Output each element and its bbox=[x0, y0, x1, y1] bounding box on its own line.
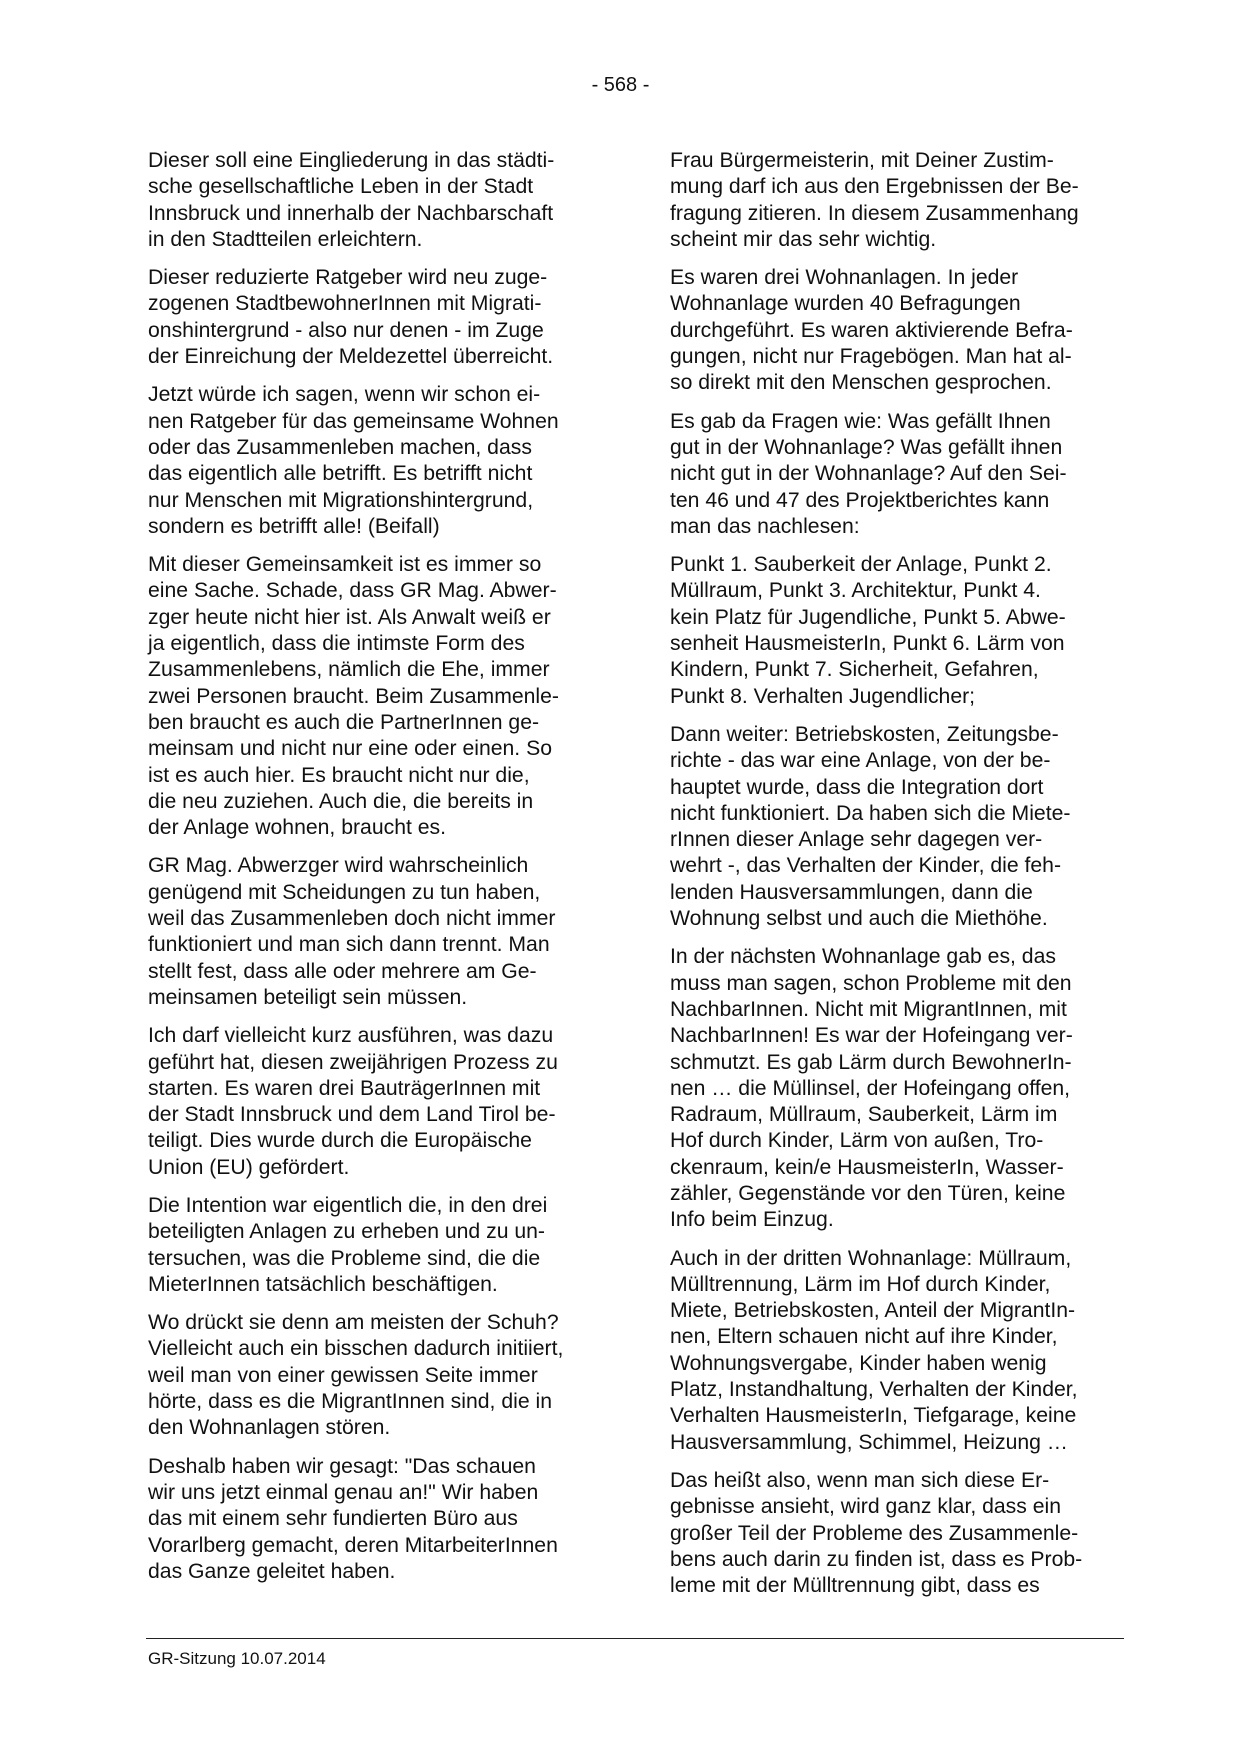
text-line: das Ganze geleitet haben. bbox=[148, 1559, 396, 1583]
text-line: Das heißt also, wenn man sich diese Er- bbox=[670, 1468, 1050, 1492]
text-line: lenden Hausversammlungen, dann die bbox=[670, 880, 1033, 904]
text-line: Dieser soll eine Eingliederung in das städti- bbox=[148, 149, 555, 172]
text-line: NachbarInnen! Es war der Hofeingang ver- bbox=[670, 1024, 1073, 1048]
text-line: Dieser reduzierte Ratgeber wird neu zuge- bbox=[148, 266, 548, 290]
text-line: ja eigentlich, dass die intimste Form des bbox=[148, 632, 525, 656]
text-line: Punkt 1. Sauberkeit der Anlage, Punkt 2. bbox=[670, 553, 1052, 577]
text-line: Mit dieser Gemeinsamkeit ist es immer so bbox=[148, 553, 542, 577]
text-line: Es waren drei Wohnanlagen. In jeder bbox=[670, 266, 1019, 290]
text-line: In der nächsten Wohnanlage gab es, das bbox=[670, 945, 1056, 969]
text-line: beteiligten Anlagen zu erheben und zu un- bbox=[148, 1220, 545, 1244]
text-line: Platz, Instandhaltung, Verhalten der Kinder, bbox=[670, 1378, 1078, 1402]
text-line: stellt fest, dass alle oder mehrere am Ge- bbox=[148, 959, 537, 983]
text-line: ist es auch hier. Es braucht nicht nur die, bbox=[148, 763, 530, 787]
text-line: bens auch darin zu finden ist, dass es Prob- bbox=[670, 1547, 1083, 1571]
text-line: weil man von einer gewissen Seite immer bbox=[148, 1363, 538, 1387]
text-line: ten 46 und 47 des Projektberichtes kann bbox=[670, 488, 1050, 512]
text-line: fragung zitieren. In diesem Zusammenhang bbox=[670, 201, 1079, 225]
text-line: nicht funktioniert. Da haben sich die Miete- bbox=[670, 801, 1071, 825]
text-line: onshintergrund - also nur denen - im Zuge bbox=[148, 318, 544, 342]
text-line: Deshalb haben wir gesagt: "Das schauen bbox=[148, 1454, 536, 1478]
text-line: eine Sache. Schade, dass GR Mag. Abwer- bbox=[148, 579, 557, 603]
paragraph bbox=[148, 552, 603, 841]
text-line: GR Mag. Abwerzger wird wahrscheinlich bbox=[148, 854, 529, 878]
paragraph bbox=[670, 944, 1125, 1233]
paragraph bbox=[670, 1468, 1125, 1599]
text-line: Auch in der dritten Wohnanlage: Müllraum, bbox=[670, 1246, 1072, 1270]
text-line: Radraum, Müllraum, Sauberkeit, Lärm im bbox=[670, 1103, 1058, 1127]
text-line: durchgeführt. Es waren aktivierende Befra- bbox=[670, 318, 1073, 342]
text-line: Info beim Einzug. bbox=[670, 1208, 834, 1232]
text-line: muss man sagen, schon Probleme mit den bbox=[670, 971, 1072, 995]
text-line: Kindern, Punkt 7. Sicherheit, Gefahren, bbox=[670, 658, 1039, 682]
text-line: Hausversammlung, Schimmel, Heizung … bbox=[670, 1430, 1068, 1454]
text-line: scheint mir das sehr wichtig. bbox=[670, 227, 937, 251]
text-line: Zusammenlebens, nämlich die Ehe, immer bbox=[148, 658, 550, 682]
text-line: teiligt. Dies wurde durch die Europäische bbox=[148, 1129, 532, 1153]
paragraph bbox=[670, 1246, 1125, 1456]
paragraph bbox=[670, 552, 1125, 710]
text-line: nur Menschen mit Migrationshintergrund, bbox=[148, 488, 534, 512]
text-line: meinsamen beteiligt sein müssen. bbox=[148, 985, 468, 1009]
text-line: in den Stadtteilen erleichtern. bbox=[148, 227, 423, 251]
text-line: gut in der Wohnanlage? Was gefällt ihnen bbox=[670, 435, 1063, 459]
text-line: sche gesellschaftliche Leben in der Stadt bbox=[148, 175, 534, 199]
text-line: so direkt mit den Menschen gesprochen. bbox=[670, 371, 1052, 395]
text-line: sondern es betrifft alle! (Beifall) bbox=[148, 514, 440, 538]
text-line: zwei Personen braucht. Beim Zusammenle- bbox=[148, 684, 559, 708]
text-line: NachbarInnen. Nicht mit MigrantInnen, mit bbox=[670, 997, 1067, 1021]
text-line: das mit einem sehr fundierten Büro aus bbox=[148, 1507, 518, 1531]
text-line: hauptet wurde, dass die Integration dort bbox=[670, 775, 1044, 799]
text-line: zogenen StadtbewohnerInnen mit Migrati- bbox=[148, 292, 542, 316]
text-line: hörte, dass es die MigrantInnen sind, die in bbox=[148, 1390, 552, 1414]
text-line: Jetzt würde ich sagen, wenn wir schon ei- bbox=[148, 383, 541, 407]
text-line: Punkt 8. Verhalten Jugendlicher; bbox=[670, 684, 976, 708]
text-line: man das nachlesen: bbox=[670, 514, 860, 538]
left-column bbox=[148, 148, 603, 1597]
text-line: Frau Bürgermeisterin, mit Deiner Zustim- bbox=[670, 149, 1054, 172]
text-line: Ich darf vielleicht kurz ausführen, was dazu bbox=[148, 1024, 554, 1048]
text-line: Innsbruck und innerhalb der Nachbarschaft bbox=[148, 201, 554, 225]
text-line: gebnisse ansieht, wird ganz klar, dass ein bbox=[670, 1495, 1062, 1519]
text-line: nen … die Müllinsel, der Hofeingang offen, bbox=[670, 1076, 1071, 1100]
paragraph bbox=[670, 148, 1125, 253]
paragraph bbox=[148, 1023, 603, 1181]
paragraph bbox=[148, 148, 603, 253]
paragraph bbox=[670, 722, 1125, 932]
text-line: zger heute nicht hier ist. Als Anwalt weiß er bbox=[148, 605, 551, 629]
text-line: leme mit der Mülltrennung gibt, dass es bbox=[670, 1574, 1040, 1598]
text-line: den Wohnanlagen stören. bbox=[148, 1416, 391, 1440]
text-line: senheit HausmeisterIn, Punkt 6. Lärm von bbox=[670, 632, 1065, 656]
text-line: ckenraum, kein/e HausmeisterIn, Wasser- bbox=[670, 1155, 1064, 1179]
text-line: starten. Es waren drei BauträgerInnen mit bbox=[148, 1076, 541, 1100]
text-line: richte - das war eine Anlage, von der be- bbox=[670, 749, 1051, 773]
text-line: Wohnungsvergabe, Kinder haben wenig bbox=[670, 1351, 1047, 1375]
text-line: gungen, nicht nur Fragebögen. Man hat al- bbox=[670, 345, 1072, 369]
text-line: wehrt -, das Verhalten der Kinder, die feh- bbox=[670, 854, 1062, 878]
text-line: Wohnanlage wurden 40 Befragungen bbox=[670, 292, 1021, 316]
paragraph bbox=[148, 853, 603, 1011]
text-line: Hof durch Kinder, Lärm von außen, Tro- bbox=[670, 1129, 1044, 1153]
text-line: nen, Eltern schauen nicht auf ihre Kinder, bbox=[670, 1325, 1058, 1349]
text-line: Union (EU) gefördert. bbox=[148, 1155, 350, 1179]
text-line: Wohnung selbst und auch die Miethöhe. bbox=[670, 907, 1048, 931]
text-line: Dann weiter: Betriebskosten, Zeitungsbe- bbox=[670, 722, 1059, 746]
footer-divider bbox=[146, 1638, 1124, 1639]
text-line: das eigentlich alle betrifft. Es betrifft nicht bbox=[148, 462, 533, 486]
text-line: nen Ratgeber für das gemeinsame Wohnen bbox=[148, 409, 559, 433]
text-line: der Stadt Innsbruck und dem Land Tirol be- bbox=[148, 1103, 556, 1127]
page-number: - 568 - bbox=[591, 74, 650, 96]
text-line: wir uns jetzt einmal genau an!" Wir haben bbox=[148, 1480, 539, 1504]
paragraph bbox=[148, 1454, 603, 1585]
text-line: Müllraum, Punkt 3. Architektur, Punkt 4. bbox=[670, 579, 1041, 603]
text-line: rInnen dieser Anlage sehr dagegen ver- bbox=[670, 828, 1043, 852]
text-line: MieterInnen tatsächlich beschäftigen. bbox=[148, 1272, 498, 1296]
text-line: ben braucht es auch die PartnerInnen ge- bbox=[148, 710, 540, 734]
text-line: der Einreichung der Meldezettel überreicht. bbox=[148, 345, 554, 369]
footer-session-date: GR-Sitzung 10.07.2014 bbox=[148, 1649, 326, 1668]
text-line: Verhalten HausmeisterIn, Tiefgarage, keine bbox=[670, 1404, 1077, 1428]
text-line: schmutzt. Es gab Lärm durch BewohnerIn- bbox=[670, 1050, 1072, 1074]
text-line: der Anlage wohnen, braucht es. bbox=[148, 816, 447, 840]
text-line: die neu zuziehen. Auch die, die bereits in bbox=[148, 789, 534, 813]
text-line: Miete, Betriebskosten, Anteil der MigrantIn- bbox=[670, 1299, 1076, 1323]
paragraph bbox=[670, 409, 1125, 540]
paragraph bbox=[148, 1193, 603, 1298]
text-line: großer Teil der Probleme des Zusammenle- bbox=[670, 1521, 1079, 1545]
text-line: zähler, Gegenstände vor den Türen, keine bbox=[670, 1181, 1066, 1205]
text-line: Vielleicht auch ein bisschen dadurch initiiert, bbox=[148, 1337, 564, 1361]
right-column bbox=[670, 148, 1125, 1611]
text-line: genügend mit Scheidungen zu tun haben, bbox=[148, 880, 541, 904]
paragraph bbox=[148, 382, 603, 540]
text-line: geführt hat, diesen zweijährigen Prozess zu bbox=[148, 1050, 558, 1074]
paragraph bbox=[148, 265, 603, 370]
paragraph bbox=[148, 1310, 603, 1441]
text-line: Es gab da Fragen wie: Was gefällt Ihnen bbox=[670, 409, 1051, 433]
text-line: oder das Zusammenleben machen, dass bbox=[148, 435, 532, 459]
text-line: kein Platz für Jugendliche, Punkt 5. Abwe- bbox=[670, 605, 1066, 629]
text-line: Wo drückt sie denn am meisten der Schuh? bbox=[148, 1311, 559, 1335]
text-line: mung darf ich aus den Ergebnissen der Be- bbox=[670, 175, 1079, 199]
text-line: nicht gut in der Wohnanlage? Auf den Sei- bbox=[670, 462, 1067, 486]
text-line: meinsam und nicht nur eine oder einen. So bbox=[148, 737, 552, 761]
text-line: Vorarlberg gemacht, deren MitarbeiterInnen bbox=[148, 1533, 558, 1557]
paragraph bbox=[670, 265, 1125, 396]
text-line: tersuchen, was die Probleme sind, die die bbox=[148, 1246, 541, 1270]
text-line: funktioniert und man sich dann trennt. Man bbox=[148, 933, 550, 957]
text-line: Mülltrennung, Lärm im Hof durch Kinder, bbox=[670, 1272, 1051, 1296]
text-line: Die Intention war eigentlich die, in den drei bbox=[148, 1193, 548, 1217]
text-line: weil das Zusammenleben doch nicht immer bbox=[148, 907, 556, 931]
